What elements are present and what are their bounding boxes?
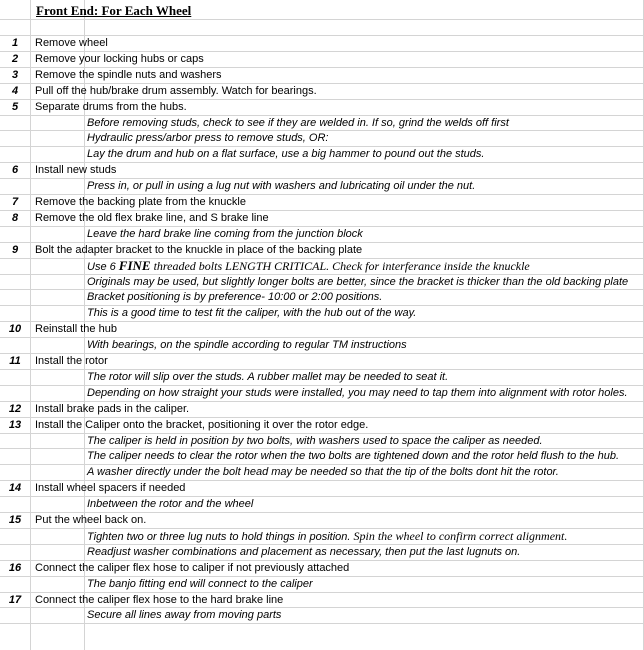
step-number: 14 (8, 482, 22, 495)
sheet-title: Front End: For Each Wheel (36, 3, 192, 18)
step-note: Press in, or pull in using a lug nut with washers and lubricating oil under the nut. (87, 180, 476, 193)
step-note: A washer directly under the bolt head may be needed so that the tip of the bolts dont hit the rotor. (87, 466, 559, 479)
grid-row-line (0, 623, 644, 624)
step-text: Connect the caliper flex hose to the hard brake line (35, 593, 284, 606)
step-number: 12 (8, 402, 22, 415)
step-note: Hydraulic press/arbor press to remove studs, OR: (87, 132, 329, 145)
step-text: Install the rotor (35, 355, 108, 367)
step-note: The banjo fitting end will connect to the caliper (87, 577, 313, 590)
step-text: Connect the caliper flex hose to caliper if not previously attached (35, 561, 350, 574)
step-text: Install wheel spacers if needed (35, 482, 186, 495)
step-note: Inbetween the rotor and the wheel (87, 498, 254, 511)
step-note: With bearings, on the spindle according to regular TM instructions (87, 339, 407, 352)
step-text: Remove wheel (35, 37, 108, 49)
grid-col-line (30, 0, 31, 650)
note-part: Spin the wheel to confirm correct alignment. (353, 528, 568, 543)
step-note: Depending on how straight your studs were installed, you may need to tap them into alignment with rotor holes. (87, 386, 628, 399)
step-text: Remove your locking hubs or caps (35, 52, 204, 65)
step-number: 4 (11, 84, 19, 97)
step-text: Install new studs (35, 164, 117, 177)
note-part: Use 6 (87, 260, 119, 273)
step-number: 5 (11, 100, 19, 113)
step-note: The caliper needs to clear the rotor when the two bolts are tightened down and the rotor held flush to the hub. (87, 450, 620, 463)
grid-row-line (0, 19, 644, 20)
step-number: 15 (8, 514, 22, 526)
step-text: Put the wheel back on. (35, 514, 147, 526)
step-text: Remove the spindle nuts and washers (35, 68, 222, 81)
step-note: Bracket positioning is by preference- 10:00 or 2:00 positions. (87, 291, 383, 304)
step-text: Remove the backing plate from the knuckle (35, 196, 246, 208)
step-text: Reinstall the hub (35, 323, 117, 336)
step-note: Lay the drum and hub on a flat surface, use a big hammer to pound out the studs. (87, 148, 485, 161)
step-note: Secure all lines away from moving parts (87, 609, 282, 622)
step-note: This is a good time to test fit the caliper, with the hub out of the way. (87, 307, 417, 320)
step-note: Before removing studs, check to see if they are welded in. If so, grind the welds off first (87, 116, 509, 129)
step-number: 10 (8, 323, 22, 336)
step-note-mixed (87, 528, 567, 544)
step-number: 13 (8, 418, 22, 431)
step-text: Pull off the hub/brake drum assembly. Watch for bearings. (35, 84, 317, 97)
step-note: The caliper is held in position by two bolts, with washers used to space the caliper as needed. (87, 434, 543, 447)
step-text: Install the Caliper onto the bracket, positioning it over the rotor edge. (35, 418, 369, 431)
step-note: Readjust washer combinations and placement as necessary, then put the last lugnuts on. (87, 545, 521, 558)
step-number: 3 (11, 68, 19, 81)
step-text: Separate drums from the hubs. (35, 100, 187, 113)
step-number: 2 (11, 52, 19, 65)
note-emphasis: FINE (118, 257, 151, 273)
note-part: threaded bolts LENGTH CRITICAL. Check for interferance inside the knuckle (150, 258, 530, 273)
note-part: Tighten two or three lug nuts to hold things in position. (87, 530, 354, 543)
step-note: Originals may be used, but slightly longer bolts are better, since the bracket is thicker than the old backing plate (87, 275, 629, 288)
step-number: 16 (8, 561, 22, 574)
step-number: 17 (8, 593, 22, 606)
step-number: 9 (11, 243, 19, 256)
step-number: 11 (9, 355, 21, 367)
step-text: Install brake pads in the caliper. (35, 402, 190, 415)
step-note: Leave the hard brake line coming from the junction block (87, 227, 363, 240)
step-text: Bolt the adapter bracket to the knuckle in place of the backing plate (35, 243, 363, 256)
step-note-special (87, 258, 530, 274)
step-number: 6 (11, 164, 19, 177)
step-number: 7 (11, 196, 19, 208)
step-number: 1 (11, 37, 19, 49)
step-text: Remove the old flex brake line, and S brake line (35, 211, 269, 224)
step-number: 8 (11, 211, 19, 224)
step-note: The rotor will slip over the studs. A rubber mallet may be needed to seat it. (87, 370, 449, 383)
